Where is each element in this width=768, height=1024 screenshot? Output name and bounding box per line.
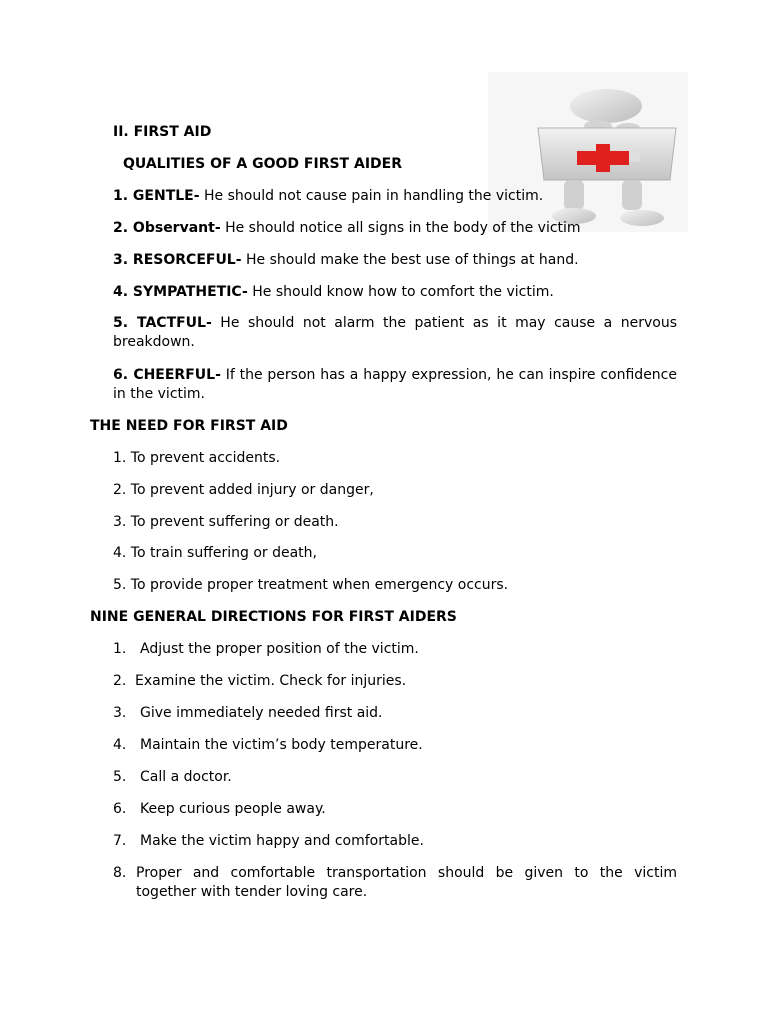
- need-item: 4. To train suffering or death,: [113, 545, 317, 561]
- quality-label: 6. CHEERFUL-: [113, 367, 221, 383]
- direction-number: 3.: [113, 705, 127, 721]
- direction-item: [113, 800, 326, 819]
- direction-text: Keep curious people away.: [140, 801, 326, 817]
- quality-text: He should not alarm the patient as it may cause a nervous: [211, 315, 677, 331]
- quality-text: He should notice all signs in the body of the victim: [220, 220, 581, 236]
- qualities-heading: QUALITIES OF A GOOD FIRST AIDER: [123, 156, 402, 172]
- direction-number: 6.: [113, 801, 127, 817]
- direction-number: 7.: [113, 833, 127, 849]
- direction-item: [113, 640, 419, 659]
- direction-item: [113, 768, 232, 787]
- quality-label: 2. Observant-: [113, 220, 221, 236]
- need-heading: THE NEED FOR FIRST AID: [90, 418, 288, 434]
- need-item: 3. To prevent suffering or death.: [113, 514, 339, 530]
- direction-text: Adjust the proper position of the victim.: [140, 641, 419, 657]
- direction-text-continued: together with tender loving care.: [136, 884, 368, 900]
- direction-number: 8.: [113, 865, 127, 881]
- quality-label: 3. RESORCEFUL-: [113, 252, 242, 268]
- direction-number: 4.: [113, 737, 127, 753]
- direction-text: Examine the victim. Check for injuries.: [135, 673, 407, 689]
- direction-number: 1.: [113, 641, 127, 657]
- quality-item: [113, 251, 579, 270]
- quality-item: [113, 314, 677, 352]
- quality-text-continued: in the victim.: [113, 386, 205, 402]
- quality-text: He should not cause pain in handling the victim.: [199, 188, 544, 204]
- direction-text: Proper and comfortable transportation should be given to the victim: [136, 865, 677, 881]
- need-item: 1. To prevent accidents.: [113, 450, 281, 466]
- direction-text: Make the victim happy and comfortable.: [140, 833, 424, 849]
- direction-item: [113, 736, 423, 755]
- direction-text: Maintain the victim’s body temperature.: [140, 737, 423, 753]
- direction-item: [113, 832, 424, 851]
- quality-item: [113, 366, 677, 404]
- quality-item: [113, 187, 543, 206]
- directions-heading: NINE GENERAL DIRECTIONS FOR FIRST AIDERS: [90, 609, 457, 625]
- direction-item: [113, 864, 677, 902]
- quality-label: 5. TACTFUL-: [113, 315, 212, 331]
- quality-text-continued: breakdown.: [113, 334, 195, 350]
- quality-label: 1. GENTLE-: [113, 188, 200, 204]
- quality-item: [113, 219, 581, 238]
- direction-text: Give immediately needed first aid.: [140, 705, 383, 721]
- direction-item: [113, 672, 406, 691]
- need-item: 5. To provide proper treatment when emergency occurs.: [113, 577, 509, 593]
- quality-label: 4. SYMPATHETIC-: [113, 284, 248, 300]
- need-item: 2. To prevent added injury or danger,: [113, 482, 374, 498]
- quality-item: [113, 283, 554, 302]
- direction-number: 5.: [113, 769, 127, 785]
- direction-text: Call a doctor.: [140, 769, 232, 785]
- section-title: II. FIRST AID: [113, 124, 212, 140]
- direction-number: 2.: [113, 673, 127, 689]
- quality-text: If the person has a happy expression, he can inspire confidence: [220, 367, 677, 383]
- direction-item: [113, 704, 383, 723]
- quality-text: He should make the best use of things at hand.: [241, 252, 579, 268]
- quality-text: He should know how to comfort the victim.: [247, 284, 554, 300]
- first-aid-kit-figure-icon: [488, 72, 688, 232]
